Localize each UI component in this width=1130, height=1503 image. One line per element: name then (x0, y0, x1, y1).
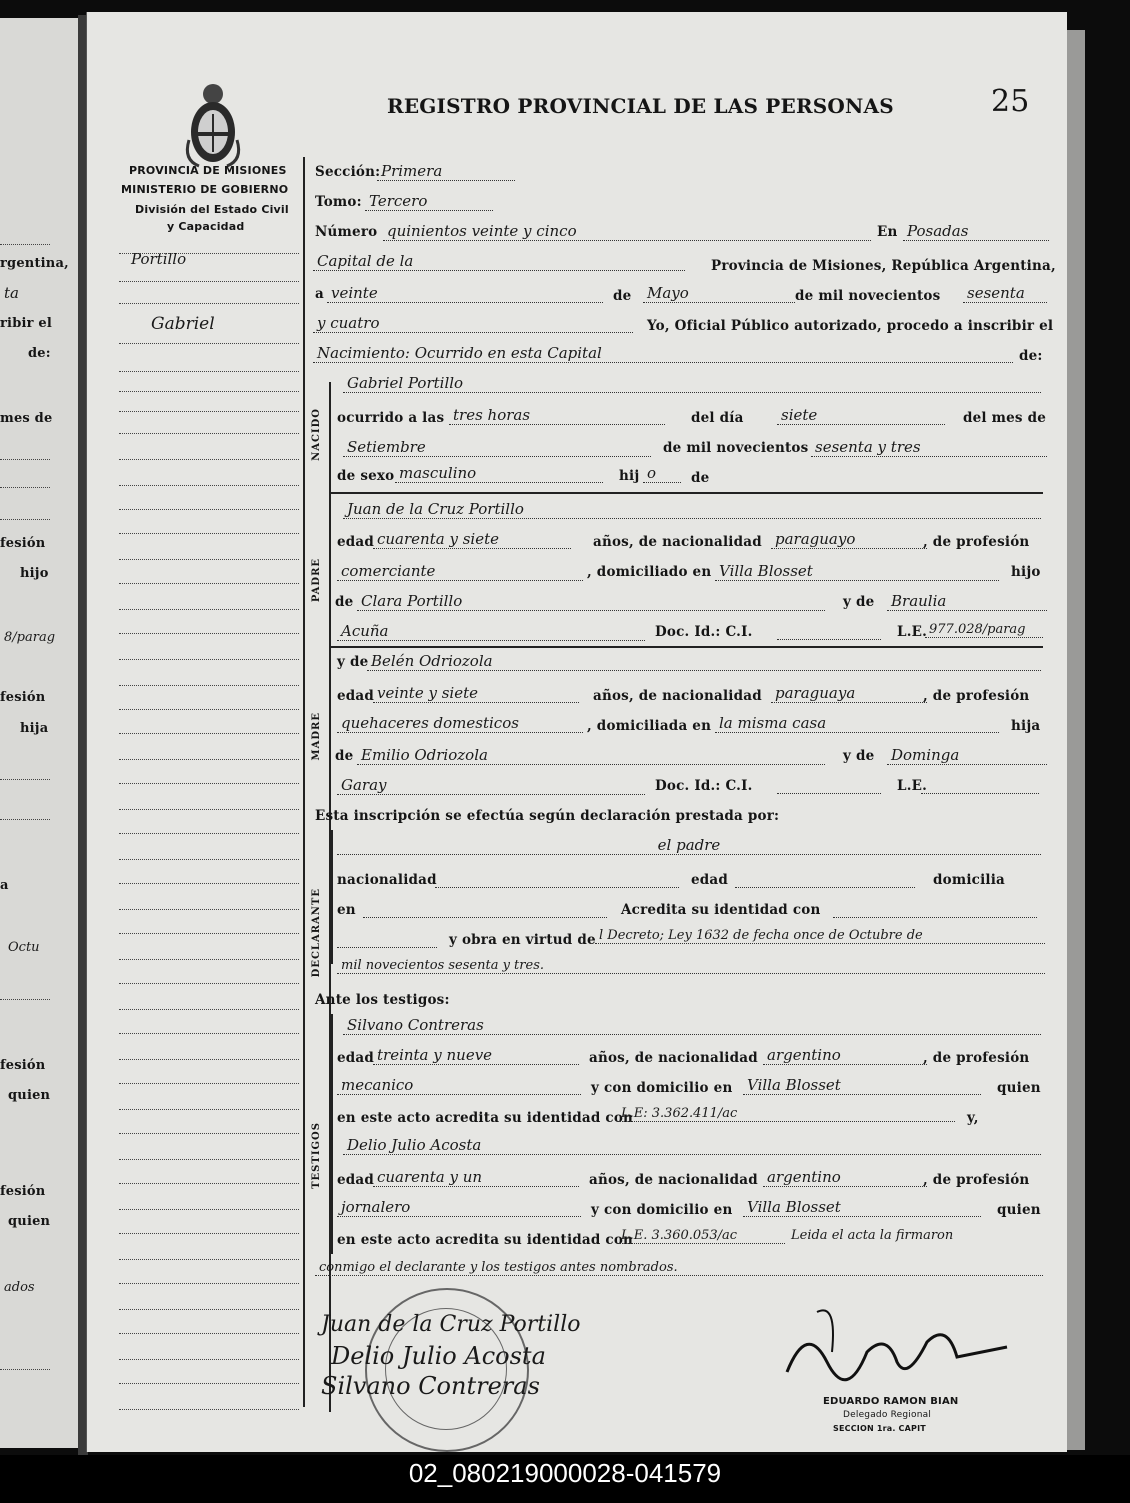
padre-profesion-label: , de profesión (923, 534, 1030, 550)
madre-edad-label: edad (337, 688, 375, 704)
padre-madre-value: Braulia (887, 592, 1047, 611)
signature-line-1: Juan de la Cruz Portillo (321, 1312, 581, 1337)
madre-madre-value: Dominga (887, 746, 1047, 765)
official-signature-icon (777, 1302, 1017, 1402)
testigo1-edad-value: treinta y nueve (373, 1046, 579, 1065)
anio-value: sesenta (963, 284, 1047, 303)
left-handwriting: ta (4, 284, 19, 302)
nacido-mil-label: de mil novecientos (663, 440, 809, 456)
dia-nacimiento-value: siete (777, 406, 945, 425)
left-fragment: fesión (0, 690, 46, 705)
de-label: de (613, 288, 632, 304)
mes-value: Mayo (643, 284, 795, 303)
declarante-acredita-label: Acredita su identidad con (621, 902, 821, 918)
registry-page (86, 12, 1067, 1452)
padre-hijo-label: hijo (1011, 564, 1041, 580)
leida2-value: conmigo el declarante y los testigos antes nombrados. (315, 1260, 1043, 1276)
left-fragment: quien (8, 1088, 51, 1103)
testigo1-acredita-label: en este acto acredita su identidad con (337, 1110, 634, 1126)
testigo1-name: Silvano Contreras (343, 1016, 1041, 1035)
left-fragment: hija (20, 721, 49, 736)
madre-de-label: de (335, 748, 354, 764)
sidebar-given-name: Gabriel (151, 314, 215, 334)
testigo2-nac-value: argentino (763, 1168, 927, 1187)
testigos-section-label: TESTIGOS (311, 1122, 322, 1189)
madre-padre-value: Emilio Odriozola (357, 746, 825, 765)
anio-nacimiento-value: sesenta y tres (811, 438, 1047, 457)
testigo2-profesion-label: , de profesión (923, 1172, 1030, 1188)
testigo1-quien-label: quien (997, 1080, 1041, 1096)
del-dia-label: del día (691, 410, 744, 426)
testigo1-domicilio-label: y con domicilio en (591, 1080, 733, 1096)
provincia-label: Provincia de Misiones, República Argentina, (711, 258, 1056, 274)
del-mes-label: del mes de (963, 410, 1047, 426)
padre-profesion-value: comerciante (337, 562, 583, 581)
madre-le-label: L.E. (897, 778, 927, 794)
mil-novecientos-label: de mil novecientos (795, 288, 941, 304)
padre-padre-value: Clara Portillo (357, 592, 825, 611)
hij-label: hij (619, 468, 640, 484)
testigos-intro: Ante los testigos: (315, 992, 450, 1008)
capital-value: Capital de la (313, 252, 685, 271)
madre-profesion-label: , de profesión (923, 688, 1030, 704)
padre-edad-label: edad (337, 534, 375, 550)
testigo1-nac-value: argentino (763, 1046, 927, 1065)
declarante-virtud-value: l Decreto; Ley 1632 de fecha once de Octubre de (595, 928, 1045, 944)
signature-line-3: Silvano Contreras (321, 1372, 540, 1400)
madre-profesion-value: quehaceres domesticos (337, 714, 583, 733)
declarante-en-label: en (337, 902, 356, 918)
image-code-footer: 02_080219000028-041579 (0, 1455, 1130, 1503)
page-number: 25 (991, 84, 1030, 119)
testigo1-y-label: y, (967, 1110, 979, 1126)
numero-value: quinientos veinte y cinco (383, 222, 871, 241)
testigo1-dom-value: Villa Blosset (743, 1076, 981, 1095)
testigo2-acredita-label: en este acto acredita su identidad con (337, 1232, 634, 1248)
testigo2-prof-value: jornalero (337, 1198, 581, 1217)
padre-name: Juan de la Cruz Portillo (343, 500, 1041, 519)
sexo-value: masculino (395, 464, 603, 483)
testigo1-id-value: L.E: 3.362.411/ac (617, 1106, 955, 1122)
declarante-edad-label: edad (691, 872, 729, 888)
madre-nacionalidad-value: paraguaya (771, 684, 927, 703)
declarante-domicilio-label: domicilia (933, 872, 1006, 888)
en-value: Posadas (903, 222, 1049, 241)
testigo2-quien-label: quien (997, 1202, 1041, 1218)
en-label: En (877, 224, 898, 240)
official-title: Delegado Regional (843, 1410, 932, 1420)
testigo2-edad-label: edad (337, 1172, 375, 1188)
division-capacity: y Capacidad (167, 220, 245, 233)
madre-domicilio-label: , domiciliada en (587, 718, 712, 734)
registry-title: REGISTRO PROVINCIAL DE LAS PERSONAS (387, 94, 894, 118)
padre-de-label: de (335, 594, 354, 610)
left-fragment: de: (28, 346, 51, 361)
nacido-de-label: de (691, 470, 710, 486)
padre-y-de-label: y de (843, 594, 875, 610)
padre-edad-value: cuarenta y siete (373, 530, 571, 549)
testigo2-dom-value: Villa Blosset (743, 1198, 981, 1217)
madre-y-de2-label: y de (843, 748, 875, 764)
official-title-2: SECCION 1ra. CAPIT (833, 1424, 926, 1433)
leida-value: Leida el acta la firmaron (791, 1228, 954, 1243)
coat-of-arms-icon (179, 80, 247, 172)
declarante-section-label: DECLARANTE (311, 888, 322, 978)
province-name: PROVINCIA DE MISIONES (129, 164, 287, 177)
left-handwriting: Octu (8, 940, 40, 955)
padre-doc-label: Doc. Id.: C.I. (655, 624, 753, 640)
seccion-label: Sección: (315, 164, 381, 180)
padre-le-label: L.E. (897, 624, 927, 640)
division-name: División del Estado Civil (135, 203, 289, 216)
padre-section-label: PADRE (311, 558, 322, 603)
left-fragment: hijo (20, 566, 49, 581)
ministry-name: MINISTERIO DE GOBIERNO (121, 183, 289, 196)
testigo1-anios-label: años, de nacionalidad (589, 1050, 758, 1066)
left-fragment: quien (8, 1214, 51, 1229)
left-fragment: fesión (0, 1058, 46, 1073)
nacido-section-label: NACIDO (311, 408, 322, 461)
seccion-value: Primera (377, 162, 515, 181)
numero-label: Número (315, 224, 378, 240)
signature-line-2: Delio Julio Acosta (331, 1342, 546, 1370)
padre-madre2-value: Acuña (337, 622, 645, 641)
left-fragment: rgentina, (0, 256, 69, 271)
madre-domicilio-value: la misma casa (715, 714, 999, 733)
a-label: a (315, 286, 324, 302)
left-handwriting: ados (4, 1280, 35, 1295)
madre-madre2-value: Garay (337, 776, 645, 795)
madre-name: Belén Odriozola (367, 652, 1041, 671)
declarante-virtud2-value: mil novecientos sesenta y tres. (337, 958, 1045, 974)
official-name: EDUARDO RAMON BIAN (823, 1396, 959, 1407)
left-fragment: ribir el (0, 316, 53, 331)
left-fragment: a (0, 878, 9, 893)
sidebar-surname: Portillo (131, 250, 187, 268)
left-page (0, 18, 80, 1448)
declarante-virtud-label: y obra en virtud de (449, 932, 596, 948)
left-fragment: fesión (0, 1184, 46, 1199)
testigo2-edad-value: cuarenta y un (373, 1168, 579, 1187)
mes-nacimiento-value: Setiembre (343, 438, 651, 457)
declarante-intro: Esta inscripción se efectúa según declaración prestada por: (315, 808, 780, 824)
acto-value: Nacimiento: Ocurrido en esta Capital (313, 344, 1013, 363)
anio2-value: y cuatro (313, 314, 633, 333)
oficial-label: Yo, Oficial Público autorizado, procedo a inscribir el (647, 318, 1054, 334)
declarante-value: el padre (337, 836, 1041, 855)
hora-value: tres horas (449, 406, 665, 425)
testigo2-name: Delio Julio Acosta (343, 1136, 1041, 1155)
testigo2-domicilio-label: y con domicilio en (591, 1202, 733, 1218)
testigo1-prof-value: mecanico (337, 1076, 581, 1095)
madre-y-de-label: y de (337, 654, 369, 670)
de-colon-label: de: (1019, 348, 1043, 364)
dia-value: veinte (327, 284, 603, 303)
testigo2-id-value: L.E. 3.360.053/ac (617, 1228, 785, 1244)
nacido-name: Gabriel Portillo (343, 374, 1041, 393)
tomo-label: Tomo: (315, 194, 362, 210)
ocurrido-label: ocurrido a las (337, 410, 445, 426)
tomo-value: Tercero (365, 192, 493, 211)
padre-domicilio-value: Villa Blosset (715, 562, 999, 581)
left-fragment: fesión (0, 536, 46, 551)
madre-hija-label: hija (1011, 718, 1041, 734)
padre-anios-label: años, de nacionalidad (593, 534, 762, 550)
left-handwriting: 8/parag (4, 630, 56, 645)
madre-doc-label: Doc. Id.: C.I. (655, 778, 753, 794)
padre-le-value: 977.028/parag (925, 622, 1043, 638)
sexo-label: de sexo (337, 468, 395, 484)
testigo1-edad-label: edad (337, 1050, 375, 1066)
testigo1-profesion-label: , de profesión (923, 1050, 1030, 1066)
madre-section-label: MADRE (311, 712, 322, 761)
padre-nacionalidad-value: paraguayo (771, 530, 927, 549)
declarante-nacionalidad-label: nacionalidad (337, 872, 437, 888)
madre-edad-value: veinte y siete (373, 684, 579, 703)
left-fragment: mes de (0, 411, 53, 426)
padre-domicilio-label: , domiciliado en (587, 564, 712, 580)
madre-anios-label: años, de nacionalidad (593, 688, 762, 704)
testigo2-anios-label: años, de nacionalidad (589, 1172, 758, 1188)
hij-value: o (643, 464, 681, 483)
